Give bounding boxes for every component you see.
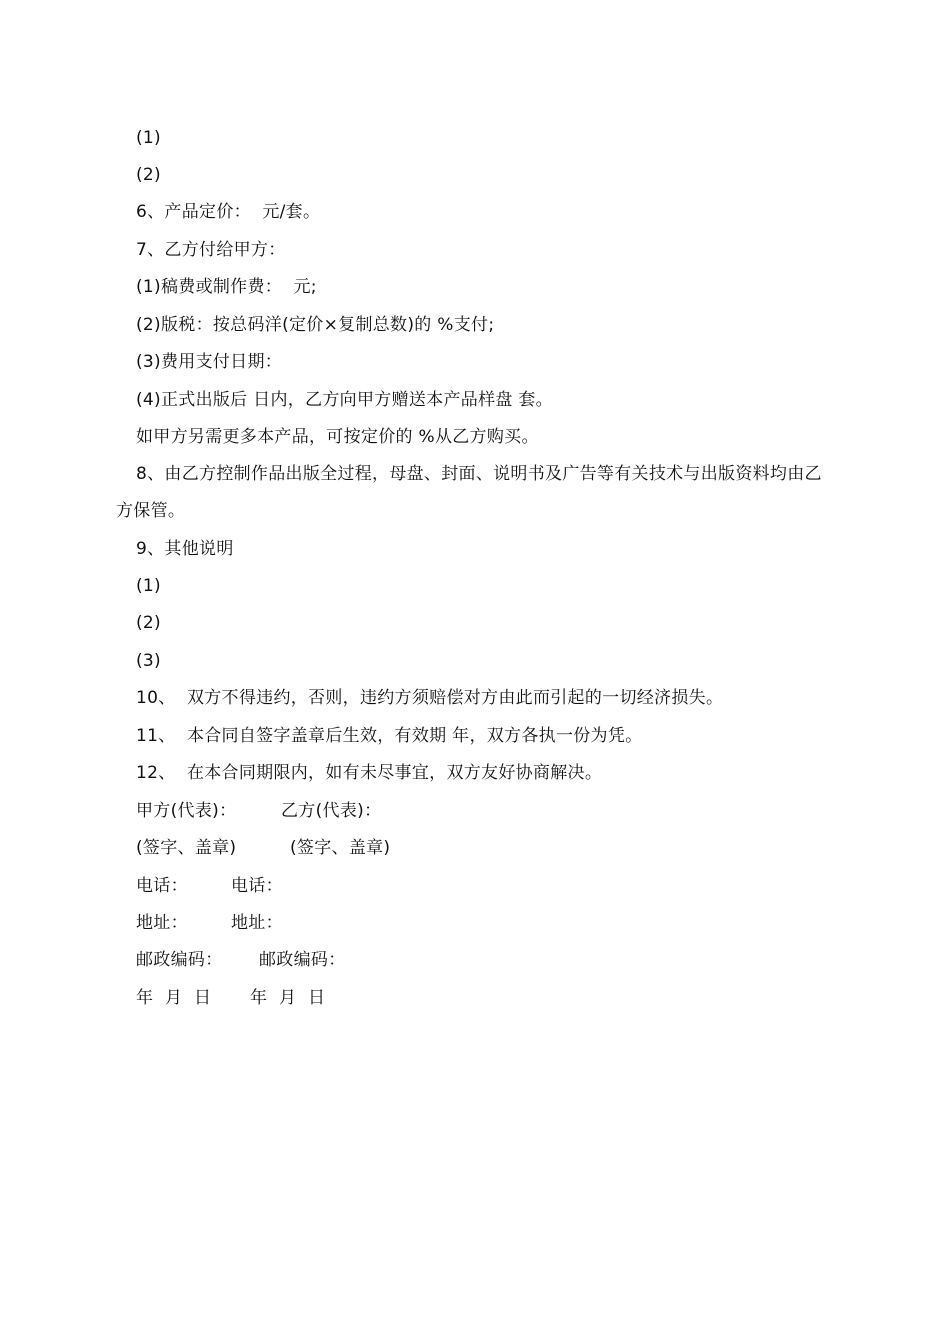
clause-6: 6、产品定价： 元/套。 — [136, 202, 321, 222]
party-a-address: 地址： — [136, 913, 188, 933]
party-a-phone: 电话： — [136, 876, 188, 896]
party-a-label: 甲方(代表)： — [136, 801, 237, 821]
party-b-date: 年 月 日 — [250, 988, 326, 1008]
clause-11: 11、 本合同自签字盖章后生效，有效期 年，双方各执一份为凭。 — [136, 726, 643, 746]
clause-10: 10、 双方不得违约，否则，违约方须赔偿对方由此而引起的一切经济损失。 — [136, 688, 724, 708]
clause-9-item-2: (2) — [136, 613, 161, 633]
clause-7-extra: 如甲方另需更多本产品，可按定价的 %从乙方购买。 — [136, 427, 539, 447]
clause-7: 7、乙方付给甲方： — [136, 240, 286, 260]
party-b-phone: 电话： — [231, 876, 283, 896]
party-b-address: 地址： — [231, 913, 283, 933]
party-a-date: 年 月 日 — [136, 988, 212, 1008]
clause-12: 12、 在本合同期限内，如有未尽事宜，双方友好协商解决。 — [136, 763, 603, 783]
clause-7-item-4: (4)正式出版后 日内，乙方向甲方赠送本产品样盘 套。 — [136, 390, 553, 410]
clause-7-item-2: (2)版税：按总码洋(定价×复制总数)的 %支付; — [136, 315, 495, 335]
party-b-label: 乙方(代表)： — [281, 801, 382, 821]
party-a-postal: 邮政编码： — [136, 950, 223, 970]
party-b-seal: (签字、盖章) — [290, 838, 391, 858]
party-a-seal: (签字、盖章) — [136, 838, 237, 858]
clause-9: 9、其他说明 — [136, 539, 234, 559]
clause-8: 8、由乙方控制作品出版全过程，母盘、封面、说明书及广告等有关技术与出版资料均由乙方保管。 — [116, 464, 822, 521]
clause-7-item-1: (1)稿费或制作费： 元; — [136, 277, 317, 297]
item-2: (2) — [136, 165, 161, 185]
item-1: (1) — [136, 128, 161, 148]
clause-7-item-3: (3)费用支付日期： — [136, 352, 283, 372]
clause-9-item-1: (1) — [136, 576, 161, 596]
clause-9-item-3: (3) — [136, 651, 161, 671]
party-b-postal: 邮政编码： — [259, 950, 346, 970]
